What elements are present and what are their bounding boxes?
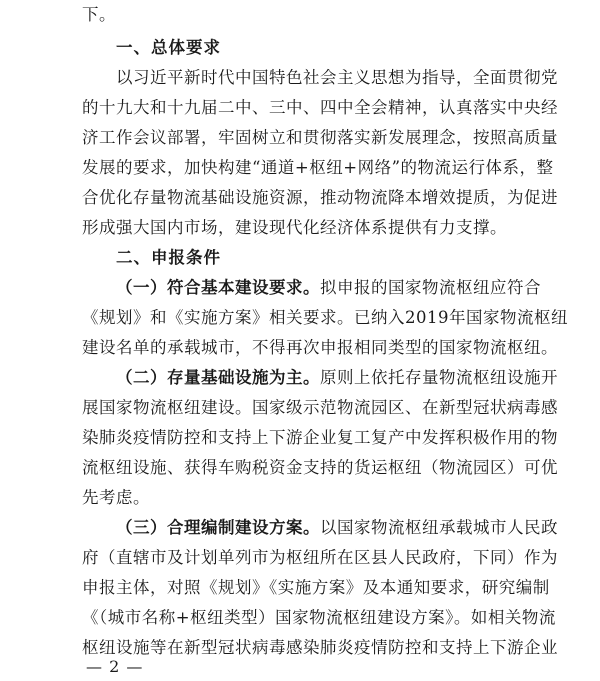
page-number: — 2 —: [86, 657, 144, 676]
paragraph-line: 府（直辖市及计划单列市为枢纽所在区县人民政府，下同）作为: [82, 548, 558, 567]
paragraph-text: 原则上依托存量物流枢纽设施开: [320, 368, 558, 387]
paragraph-line: 《（城市名称+枢纽类型）国家物流枢纽建设方案》。如相关物流: [82, 608, 556, 627]
paragraph-line: [116, 273, 541, 303]
paragraph-line: 以习近平新时代中国特色社会主义思想为指导，全面贯彻党: [116, 68, 558, 87]
paragraph-line: 合优化存量物流基础设施资源，推动物流降本增效提质，为促进: [82, 188, 558, 207]
paragraph-line: 流枢纽设施、获得车购税资金支持的货运枢纽（物流园区）可优: [82, 458, 558, 477]
paragraph-line: 申报主体，对照《规划》《实施方案》及本通知要求，研究编制: [82, 578, 550, 597]
section-heading-application-conditions: 二、申报条件: [116, 248, 221, 267]
paragraph-line: 济工作会议部署，牢固树立和贯彻落实新发展理念，按照高质量: [82, 128, 558, 147]
section-heading-general-requirements: 一、总体要求: [116, 38, 221, 57]
paragraph-line: [116, 513, 558, 543]
paragraph-line: 染肺炎疫情防控和支持上下游企业复工复产中发挥积极作用的物: [82, 428, 558, 447]
paragraph-line: 先考虑。: [82, 488, 150, 507]
paragraph-line: 发展的要求，加快构建“通道+枢纽+网络”的物流运行体系，整: [82, 158, 554, 177]
paragraph-line: 枢纽设施等在新型冠状病毒感染肺炎疫情防控和支持上下游企业: [82, 638, 558, 657]
paragraph-line: 的十九大和十九届二中、三中、四中全会精神，认真落实中央经: [82, 98, 558, 117]
paragraph-text: 拟申报的国家物流枢纽应符合: [320, 278, 541, 297]
subsection-heading: （二）存量基础设施为主。: [116, 368, 320, 387]
paragraph-line: 展国家物流枢纽建设。国家级示范物流园区、在新型冠状病毒感: [82, 398, 558, 417]
paragraph-text: 以国家物流枢纽承载城市人民政: [320, 518, 558, 537]
subsection-heading: （三）合理编制建设方案。: [116, 518, 320, 537]
paragraph-line: 《规划》和《实施方案》相关要求。已纳入2019年国家物流枢纽: [82, 308, 568, 327]
subsection-heading: （一）符合基本建设要求。: [116, 278, 320, 297]
continuation-line: 下。: [82, 5, 116, 24]
paragraph-line: 建设名单的承载城市，不得再次申报相同类型的国家物流枢纽。: [82, 338, 558, 357]
paragraph-line: 形成强大国内市场，建设现代化经济体系提供有力支撑。: [82, 218, 507, 237]
paragraph-line: [116, 363, 558, 393]
